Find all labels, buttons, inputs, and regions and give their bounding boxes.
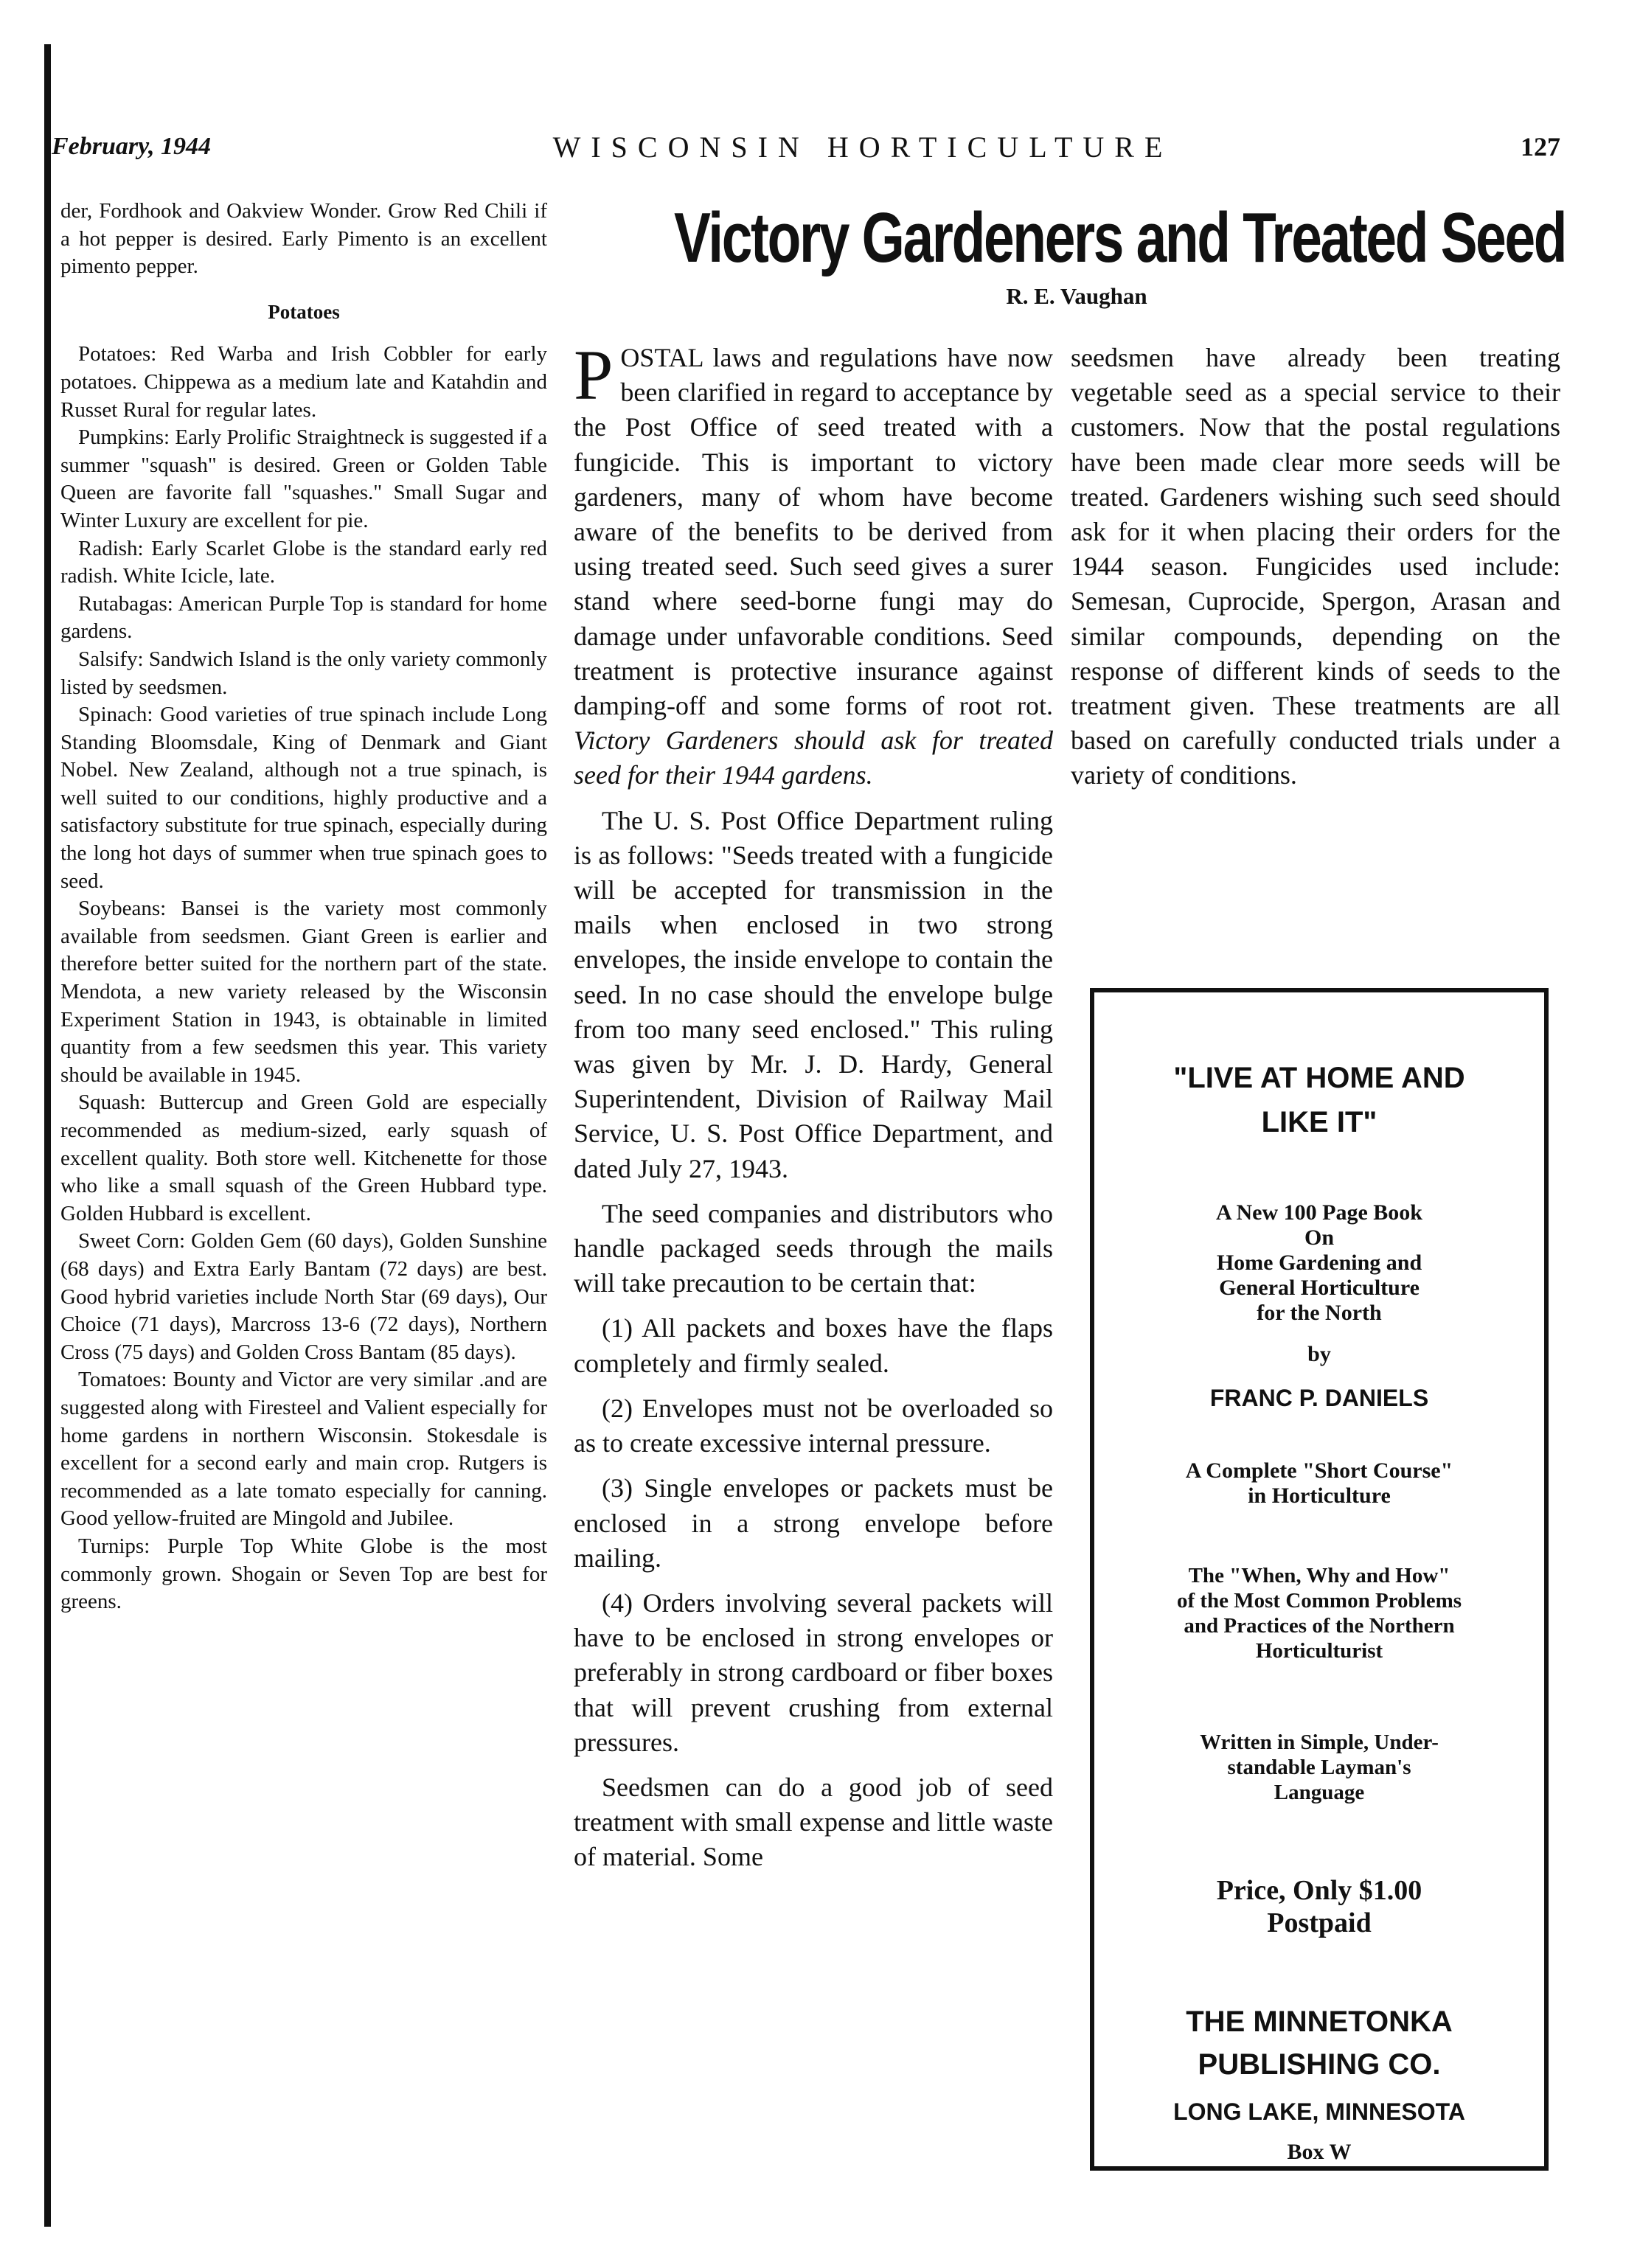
ad-problems-line-4: Horticulturist [1255,1639,1383,1663]
article-rule-3: (3) Single envelopes or packets must be enclosed in a strong envelope before mailing. [574,1473,1053,1573]
magazine-title: WISCONSIN HORTICULTURE [552,131,1173,164]
article-paragraph-9: seedsmen have already been treating vegetable seed as a special service to their customers. Now that the postal regulations have been made clear more seeds will be treated. Gardeners wishing such seed should ask for it when placing their orders for the 1944 season. Fungicides used include: Semesan, Cuprocide, Spergon, Arasan and similar compounds, depending on the response of different kinds of seeds to the treatment given. These treatments are all based on carefully conducted trials under a variety of conditions. [1071,343,1560,790]
ad-book-line-1: A New 100 Page Book [1216,1200,1422,1225]
entry-turnips: Turnips: Purple Top White Globe is the most commonly grown. Shogain or Seven Top are best for greens. [60,1534,547,1614]
ad-price-line-2: Postpaid [1267,1907,1372,1938]
article-paragraph-3: The seed companies and distributors who handle packaged seeds through the mails will take precaution to be certain that: [574,1198,1053,1298]
article-rule-4: (4) Orders involving several packets will have to be enclosed in strong envelopes or preferably in strong cardboard or fiber boxes that will prevent crushing from external pressures. [574,1587,1053,1757]
ad-publisher-line-1: THE MINNETONKA [1186,2006,1453,2038]
ad-written-line-2: standable Layman's [1227,1756,1411,1779]
ad-location: LONG LAKE, MINNESOTA [1173,2098,1465,2125]
ad-book-line-5: for the North [1257,1301,1382,1325]
ad-written-line-3: Language [1274,1781,1365,1804]
entry-pumpkins: Pumpkins: Early Prolific Straightneck is suggested if a summer "squash" is desired. Green or Golden Table Queen are favorite fall "squashes." Small Sugar and Winter Luxury are excellent for pie. [60,425,547,532]
ad-problems-line-1: The "When, Why and How" [1188,1564,1450,1587]
ad-headline-line-1: "LIVE AT HOME AND [1173,1062,1465,1094]
entry-squash: Squash: Buttercup and Green Gold are especially recommended as medium-sized, early squash of excellent quality. Both store well. Kitchenette for those who like a small squash of the Green Hubbard type. Golden Hubbard is excellent. [60,1090,547,1225]
ad-problems-line-3: and Practices of the Northern [1184,1614,1455,1638]
entry-radish: Radish: Early Scarlet Globe is the standard early red radish. White Icicle, late. [60,536,547,588]
book-advertisement [1090,988,1549,2171]
potatoes-subhead: Potatoes [268,300,340,323]
ad-written-line-1: Written in Simple, Under- [1200,1730,1439,1754]
ad-book-line-2: On [1304,1225,1335,1250]
entry-potatoes: Potatoes: Red Warba and Irish Cobbler for early potatoes. Chippewa as a medium late and Katahdin and Russet Rural for regular lates. [60,342,547,422]
article-paragraph-8: Seedsmen can do a good job of seed treatment with small expense and little waste of material. Some [574,1772,1053,1872]
left-intro: der, Fordhook and Oakview Wonder. Grow Red Chili if a hot pepper is desired. Early Pimento is an excellent pimento pepper. [60,199,547,279]
entry-spinach: Spinach: Good varieties of true spinach include Long Standing Bloomsdale, King of Denmark and Giant Nobel. New Zealand, although not a true spinach, is well suited to our conditions, highly productive and a satisfactory substitute for true spinach, especially during the long hot days of summer when true spinach goes to seed. [60,703,547,893]
ad-problems-line-2: of the Most Common Problems [1176,1589,1462,1613]
article-column-1 [574,335,1053,1885]
entry-salsify: Salsify: Sandwich Island is the only variety commonly listed by seedsmen. [60,647,547,699]
drop-cap: P [574,335,614,414]
entry-sweet-corn: Sweet Corn: Golden Gem (60 days), Golden Sunshine (68 days) and Extra Early Bantam (72 days) are best. Good hybrid varieties include North Star (69 days), Our Choice (71 days), Marcross 13-6 (72 days), Northern Cross (75 days) and Golden Cross Bantam (85 days). [60,1229,547,1364]
ad-box: Box W [1287,2140,1352,2164]
ad-headline-line-2: LIKE IT" [1261,1106,1377,1138]
margin-rule [44,44,51,2227]
ad-by: by [1307,1342,1331,1366]
article-column-2 [1071,341,1560,793]
left-column [60,198,547,1616]
ad-book-line-4: General Horticulture [1219,1276,1420,1300]
ad-author-name: FRANC P. DANIELS [1209,1385,1429,1411]
entry-rutabagas: Rutabagas: American Purple Top is standard for home gardens. [60,591,547,644]
ad-course-line-2: in Horticulture [1248,1483,1391,1508]
page-number: 127 [1521,132,1560,161]
ad-course-line-1: A Complete "Short Course" [1185,1458,1453,1483]
issue-date: February, 1944 [52,133,211,160]
ad-book-line-3: Home Gardening and [1216,1250,1422,1275]
article-author: R. E. Vaughan [1006,283,1147,309]
entry-tomatoes: Tomatoes: Bounty and Victor are very similar .and are suggested along with Firesteel and Valient especially for home gardens in northern Wisconsin. Stokesdale is excellent for a second early and main crop. Rutgers is recommended as a late tomato especially for canning. Good yellow-fruited are Mingold and Jubilee. [60,1368,547,1531]
entry-soybeans: Soybeans: Bansei is the variety most commonly available from seedsmen. Giant Green is earlier and therefore better suited for the northern part of the state. Mendota, a new variety released by the Wisconsin Experiment Station in 1943, is obtainable in limited quantity from a few seedsmen this year. This variety should be available in 1945. [60,897,547,1087]
article-paragraph-2: The U. S. Post Office Department ruling is as follows: "Seeds treated with a fungicide will be accepted for transmission in the mails when enclosed in two strong envelopes, the inside envelope to contain the seed. In no case should the envelope bulge from too many seed enclosed." This ruling was given by Mr. J. D. Hardy, General Superintendent, Division of Railway Mail Service, U. S. Post Office Department, and dated July 27, 1943. [574,805,1053,1183]
article-rule-2: (2) Envelopes must not be overloaded so as to create excessive internal pressure. [574,1393,1053,1458]
article-paragraph-1 [574,335,1053,793]
article-paragraph-1-text: OSTAL laws and regulations have now been clarified in regard to acceptance by the Post Office of seed treated with a fungicide. This is important to victory gardeners, many of whom have become aware of the benefits to be derived from using treated seed. Such seed gives a surer stand where seed-borne fungi may do damage under unfavorable conditions. Seed treatment is protective insurance against damping-off and some forms of root rot. [574,343,1053,721]
article-italic-advice: Victory Gardeners should ask for treated seed for their 1944 gardens. [574,726,1053,790]
article-rule-1: (1) All packets and boxes have the flaps completely and firmly sealed. [574,1313,1053,1378]
ad-publisher-line-2: PUBLISHING CO. [1198,2048,1441,2081]
ad-price-line-1: Price, Only $1.00 [1216,1875,1422,1906]
article-title: Victory Gardeners and Treated Seed [674,198,1566,277]
